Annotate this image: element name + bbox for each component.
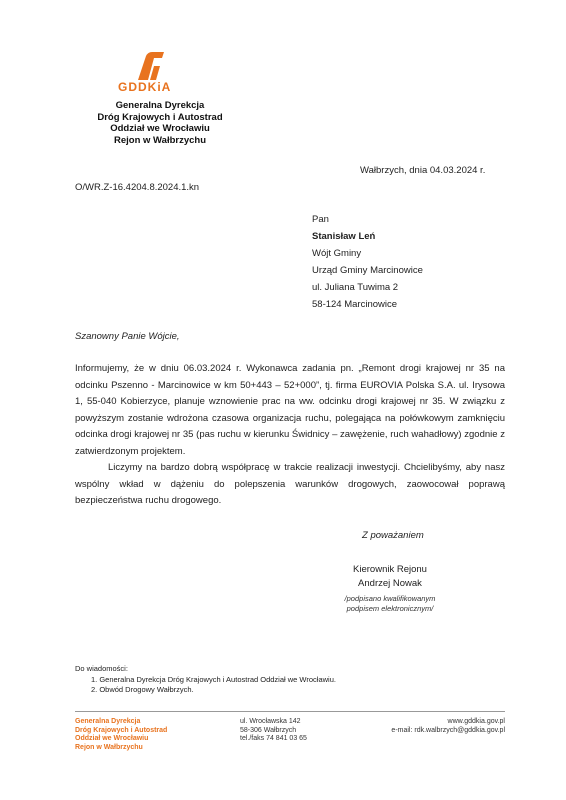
cc-title: Do wiadomości: xyxy=(75,664,128,673)
org-line: Generalna Dyrekcja xyxy=(115,100,205,111)
signature-note-line: /podpisano kwalifikowanym xyxy=(344,594,436,603)
footer-email-link[interactable]: e-mail: rdk.walbrzych@gddkia.gov.pl xyxy=(391,726,505,734)
recipient-street: ul. Juliana Tuwima 2 xyxy=(312,282,399,293)
organization-header xyxy=(0,100,320,146)
org-line: Dróg Krajowych i Autostrad xyxy=(97,111,223,123)
letter-body xyxy=(75,361,505,510)
recipient-name: Stanisław Leń xyxy=(312,231,376,242)
cc-item: 1. Generalna Dyrekcja Dróg Krajowych i Autostrad Oddział we Wrocławiu. xyxy=(91,675,336,684)
closing: Z poważaniem xyxy=(362,530,424,541)
salutation: Szanowny Panie Wójcie, xyxy=(75,331,180,342)
footer-organization xyxy=(75,718,167,752)
footer-org-line: Generalna Dyrekcja xyxy=(75,718,141,725)
org-line: Rejon w Wałbrzychu xyxy=(113,134,207,146)
org-line: Oddział we Wrocławiu xyxy=(110,123,210,134)
logo-text: GDDKiA xyxy=(118,80,172,94)
footer-contact xyxy=(360,718,505,735)
recipient-title: Pan xyxy=(312,214,329,225)
signer-name: Andrzej Nowak xyxy=(358,578,422,589)
recipient-city: 58-124 Marcinowice xyxy=(312,299,398,310)
body-paragraph: Liczymy na bardzo dobrą współpracę w trakcie realizacji inwestycji. Chcielibyśmy, aby nasz wspólny wkład w dążeniu do polepszenia warunków drogowych, zaowocował poprawą bezpieczeństwa ruchu drogowego. xyxy=(75,462,505,506)
cc-list xyxy=(91,675,336,695)
footer-divider xyxy=(75,711,505,712)
signature-note xyxy=(330,594,450,613)
footer-address-line: ul. Wrocławska 142 xyxy=(240,718,301,725)
body-paragraph: Informujemy, że w dniu 06.03.2024 r. Wykonawca zadania pn. „Remont drogi krajowej nr 35 na odcinku Pszenno - Marcinowice w km 50+443 – 52+000”, tj. firma EUROVIA Polska S.A. ul. Irysowa 1, 55-040 Kobierzyce, planuje wznowienie prac na ww. odcinku drogi krajowej nr 35. W związku z powyższym zostanie wdrożona czasowa organizacja ruchu, polegająca na połówkowym zamknięciu odcinka drogi krajowej nr 35 (pas ruchu w kierunku Świdnicy – zawężenie, ruch wahadłowy) zgodnie z zatwierdzonym projektem. xyxy=(75,363,505,457)
signature-note-line: podpisem elektronicznym/ xyxy=(346,603,434,613)
footer-org-line: Oddział we Wrocławiu xyxy=(75,735,149,742)
signer-position: Kierownik Rejonu xyxy=(353,564,427,575)
cc-item: 2. Obwód Drogowy Wałbrzych. xyxy=(91,685,194,694)
date-line: Wałbrzych, dnia 04.03.2024 r. xyxy=(360,165,486,176)
recipient-position: Wójt Gminy xyxy=(312,248,362,259)
footer-org-line: Rejon w Wałbrzychu xyxy=(75,743,143,751)
footer-website-link[interactable]: www.gddkia.gov.pl xyxy=(447,718,505,725)
footer-address-line: 58-306 Wałbrzych xyxy=(240,726,297,734)
recipient-office: Urząd Gminy Marcinowice xyxy=(312,265,423,276)
signature-block xyxy=(330,563,450,591)
footer-org-line: Dróg Krajowych i Autostrad xyxy=(75,726,168,734)
footer-address xyxy=(240,718,307,744)
gddkia-logo-icon xyxy=(132,50,166,82)
recipient-address xyxy=(312,211,423,313)
reference-number: O/WR.Z-16.4204.8.2024.1.kn xyxy=(75,182,200,193)
footer-address-line: tel./faks 74 841 03 65 xyxy=(240,735,307,742)
